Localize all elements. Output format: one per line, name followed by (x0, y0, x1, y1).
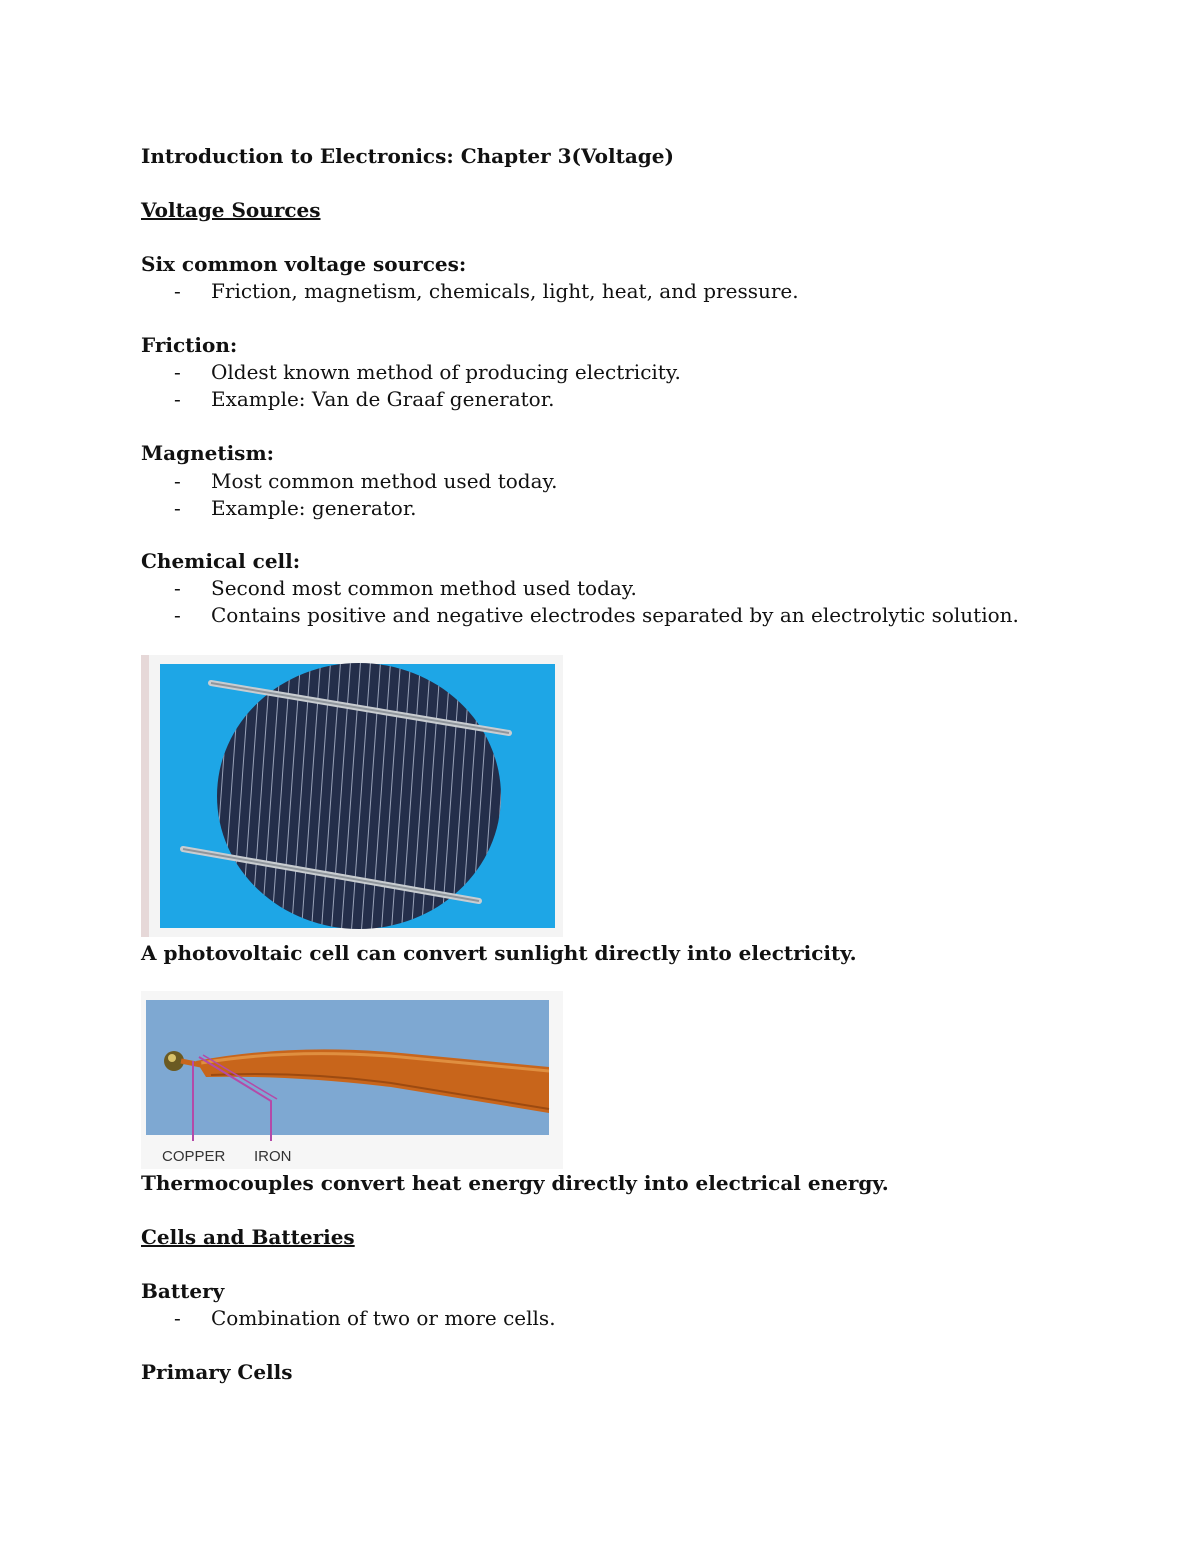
section-heading-cells-batteries: Cells and Batteries (141, 1225, 355, 1249)
chemical-cell-label: Chemical cell: (141, 549, 301, 573)
list-item-text: Oldest known method of producing electricity. (211, 360, 681, 384)
thermocouple-caption: Thermocouples convert heat energy directly into electrical energy. (141, 1171, 889, 1195)
friction-label: Friction: (141, 333, 238, 357)
thermocouple-photo (141, 991, 563, 1169)
magnetism-label: Magnetism: (141, 441, 274, 465)
list-item-text: Contains positive and negative electrodes separated by an electrolytic solution. (211, 603, 1019, 627)
document-title: Introduction to Electronics: Chapter 3(Voltage) (141, 144, 674, 168)
bullet-dash: - (174, 360, 181, 384)
bullet-dash: - (174, 603, 181, 627)
list-item-text: Example: Van de Graaf generator. (211, 387, 555, 411)
bullet-dash: - (174, 469, 181, 493)
bullet-dash: - (174, 576, 181, 600)
bullet-dash: - (174, 496, 181, 520)
list-item-text: Second most common method used today. (211, 576, 637, 600)
six-sources-label: Six common voltage sources: (141, 252, 467, 276)
list-item-text: Most common method used today. (211, 469, 558, 493)
list-item-text: Example: generator. (211, 496, 417, 520)
primary-cells-label: Primary Cells (141, 1360, 293, 1384)
bullet-dash: - (174, 279, 181, 303)
photovoltaic-cell-photo (141, 655, 563, 937)
list-item-text: Combination of two or more cells. (211, 1306, 556, 1330)
iron-label: IRON (254, 1148, 292, 1165)
section-heading-voltage-sources: Voltage Sources (141, 198, 321, 222)
list-item-text: Friction, magnetism, chemicals, light, heat, and pressure. (211, 279, 799, 303)
bullet-dash: - (174, 1306, 181, 1330)
copper-label: COPPER (162, 1148, 226, 1165)
photovoltaic-caption: A photovoltaic cell can convert sunlight directly into electricity. (141, 941, 857, 965)
bullet-dash: - (174, 387, 181, 411)
battery-label: Battery (141, 1279, 225, 1303)
